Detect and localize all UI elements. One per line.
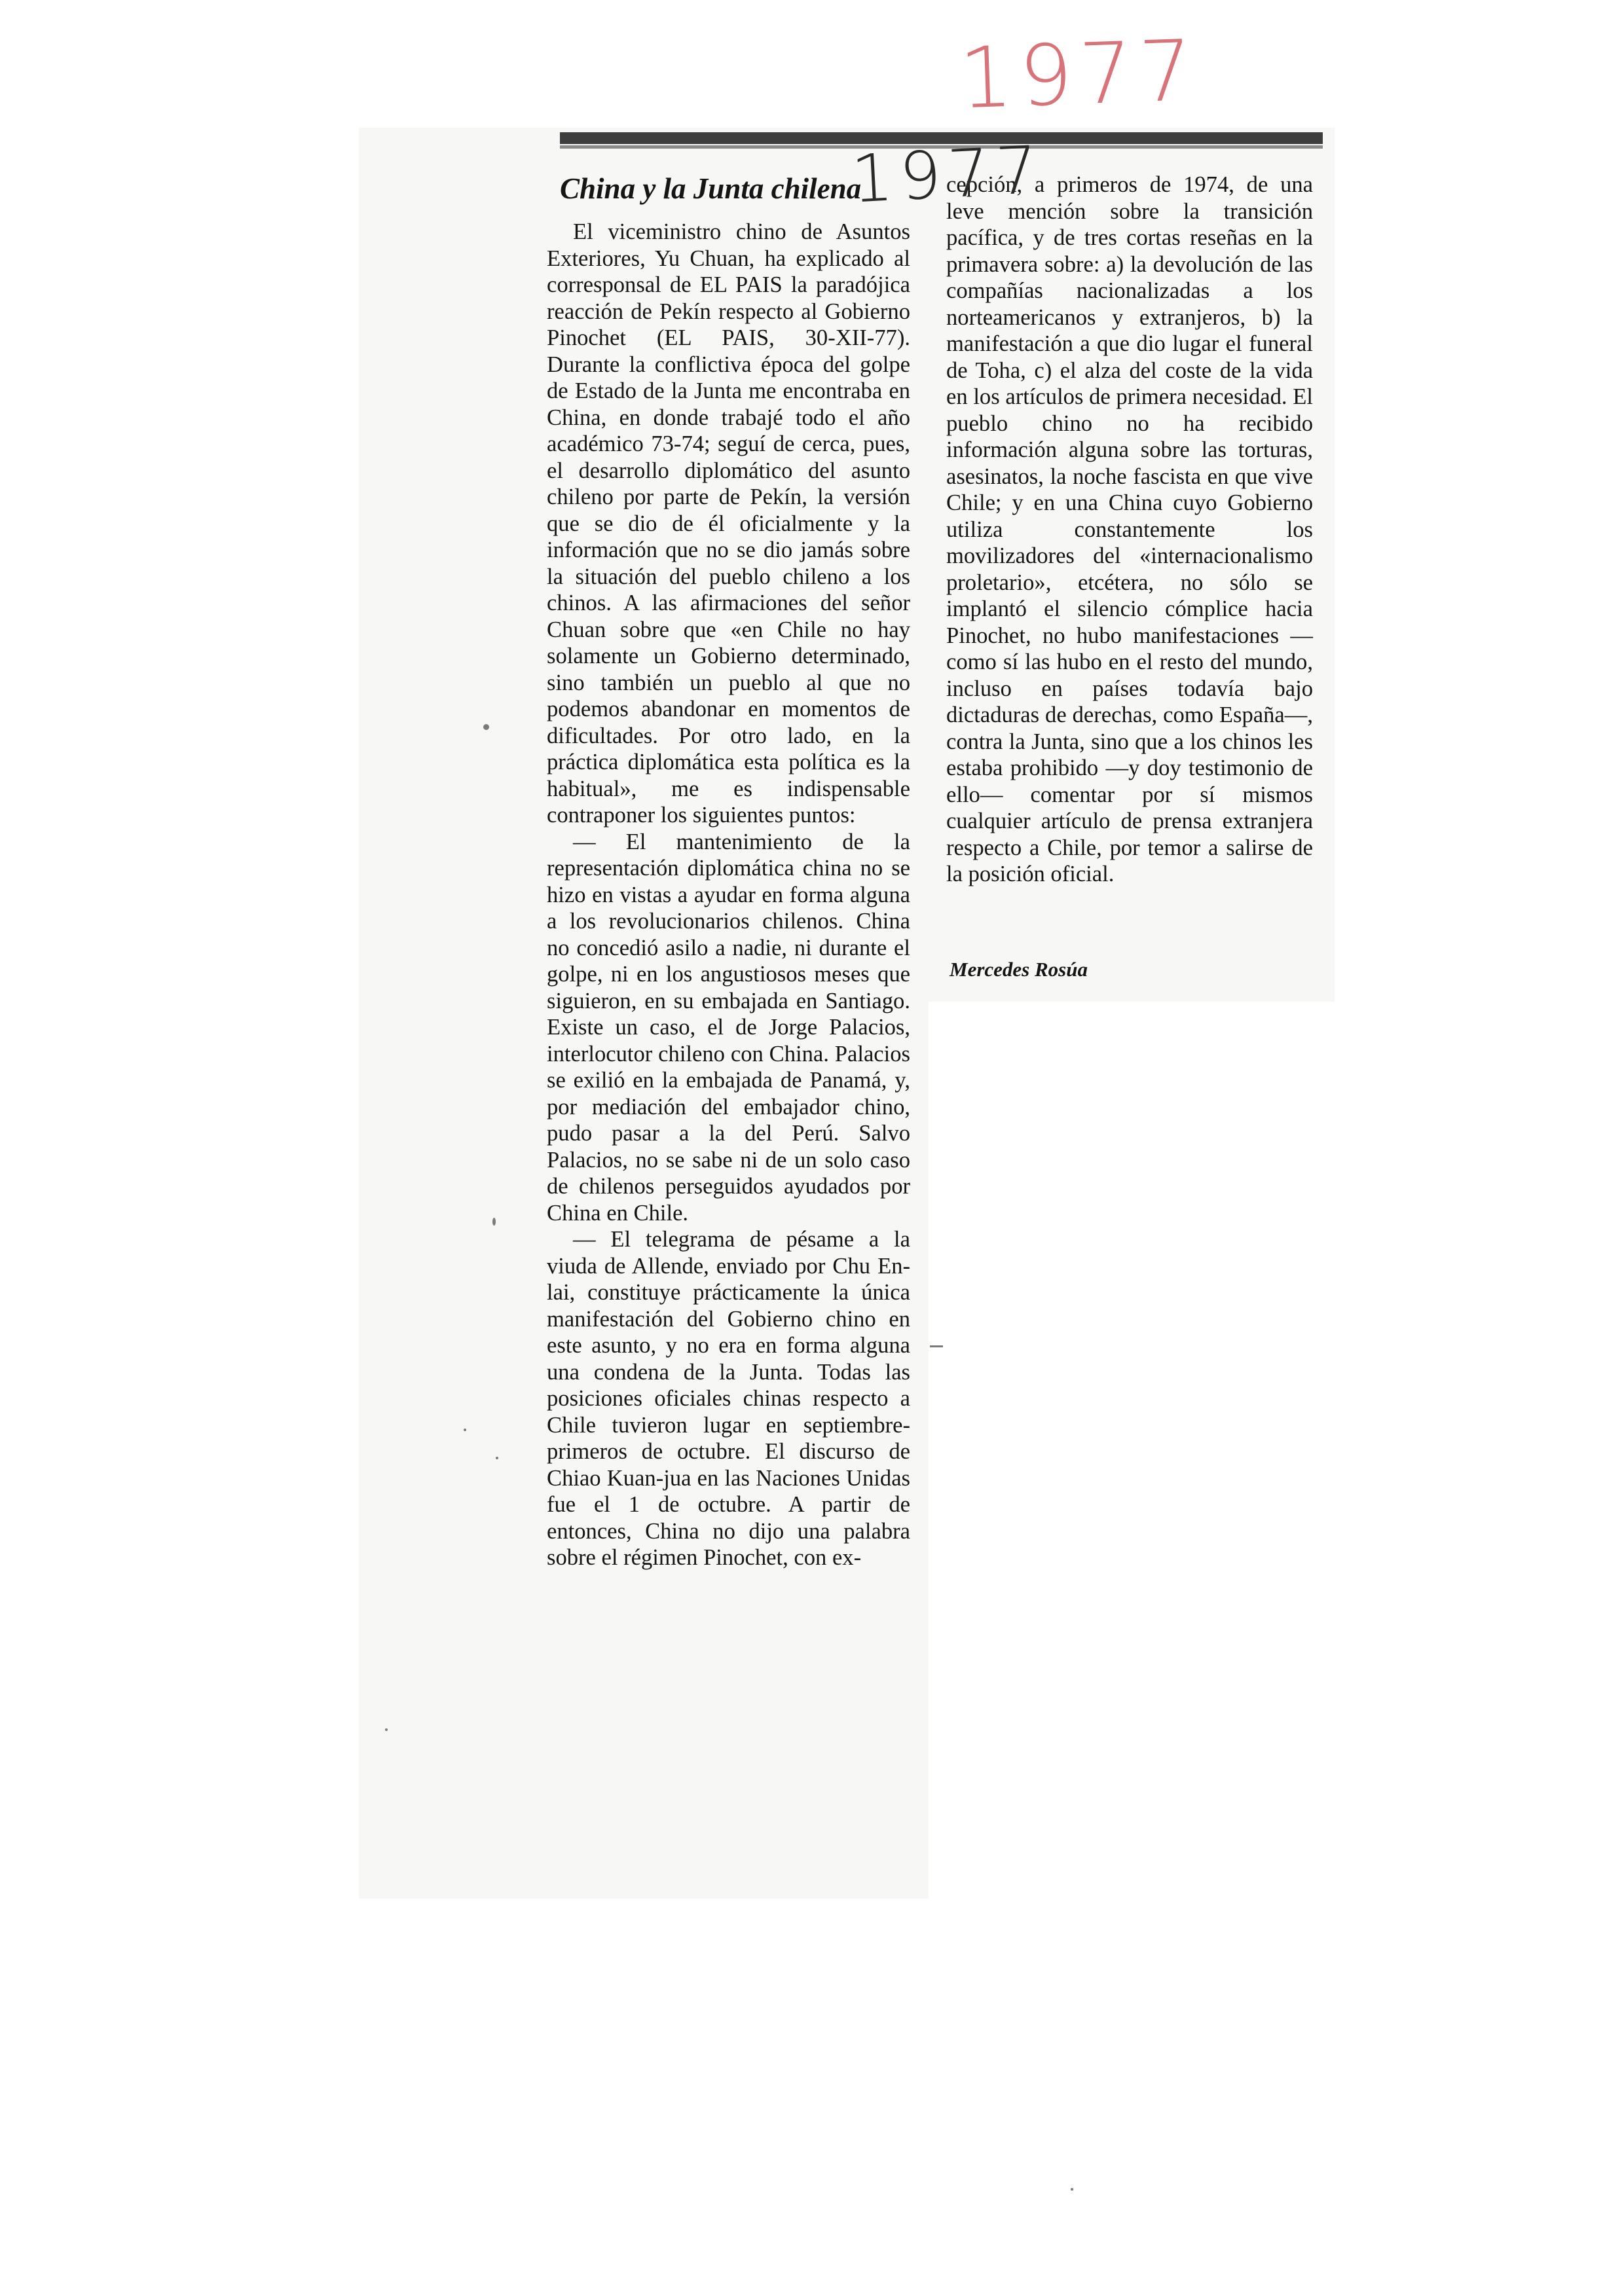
article-column-right [946,172,1313,888]
scan-speck [464,1429,466,1431]
author-signature: Mercedes Rosúa [950,958,1088,981]
handwritten-year-on-clipping: 1977 [849,131,1046,218]
scan-speck [483,724,489,730]
article-paragraph: — El mantenimiento de la representación diplomática china no se hizo en vistas a ayudar en forma alguna a los revolucionarios chilenos. China no concedió asilo a nadie, ni durante el golpe, ni en los angustiosos meses que siguieron, en su embajada en Santiago. Existe un caso, el de Jorge Palacios, interlocutor chileno con China. Palacios se exilió en la embajada de Panamá, y, por mediación del embajador chino, pudo pasar a la del Perú. Salvo Palacios, no se sabe ni de un solo caso de chilenos perseguidos ayudados por China en Chile. [547,829,910,1226]
article-paragraph: — El telegrama de pésame a la viuda de Allende, enviado por Chu En-lai, constituye prácticamente la única manifestación del Gobierno chino en este asunto, y no era en forma alguna una condena de la Junta. Todas las posiciones oficiales chinas respecto a Chile tuvieron lugar en septiembre-primeros de octubre. El discurso de Chiao Kuan-jua en las Naciones Unidas fue el 1 de octubre. A partir de entonces, China no dijo una palabra sobre el régimen Pinochet, con ex- [547,1227,910,1570]
scan-speck [930,1345,943,1347]
scan-speck [1071,2188,1073,2191]
article-headline: China y la Junta chilena [560,172,862,205]
scan-speck [385,1728,388,1731]
handwritten-year-annotation: 1977 [957,22,1201,128]
article-column-left [547,219,910,1571]
scan-speck [492,1218,496,1226]
article-paragraph: cepción, a primeros de 1974, de una leve mención sobre la transición pacífica, y de tres cortas reseñas en la primavera sobre: a) la devolución de las compañías nacionalizadas a los norteamericanos y extranjeros, b) la manifestación a que dio lugar el funeral de Toha, c) el alza del coste de la vida en los artículos de primera necesidad. El pueblo chino no ha recibido información alguna sobre las torturas, asesinatos, la noche fascista en que vive Chile; y en una China cuyo Gobierno utiliza constantemente los movilizadores del «internacionalismo proletario», etcétera, no sólo se implantó el silencio cómplice hacia Pinochet, no hubo manifestaciones —como sí las hubo en el resto del mundo, incluso en países todavía bajo dictaduras de derechas, como España—, contra la Junta, sino que a los chinos les estaba prohibido —y doy testimonio de ello— comentar por sí mismos cualquier artículo de prensa extranjera respecto a Chile, por temor a salirse de la posición oficial. [946,172,1313,886]
article-paragraph: El viceministro chino de Asuntos Exteriores, Yu Chuan, ha explicado al corresponsal de EL PAIS la paradójica reacción de Pekín respecto al Gobierno Pinochet (EL PAIS, 30-XII-77). Durante la conflictiva época del golpe de Estado de la Junta me encontraba en China, en donde trabajé todo el año académico 73-74; seguí de cerca, pues, el desarrollo diplomático del asunto chileno por parte de Pekín, la versión que se dio de él oficialmente y la información que no se dio jamás sobre la situación del pueblo chileno a los chinos. A las afirmaciones del señor Chuan sobre que «en Chile no hay solamente un Gobierno determinado, sino también un pueblo al que no podemos abandonar en momentos de dificultades. Por otro lado, en la práctica diplomática esta política es la habitual», me es indispensable contraponer los siguientes puntos: [547,219,910,828]
scan-speck [496,1457,498,1459]
